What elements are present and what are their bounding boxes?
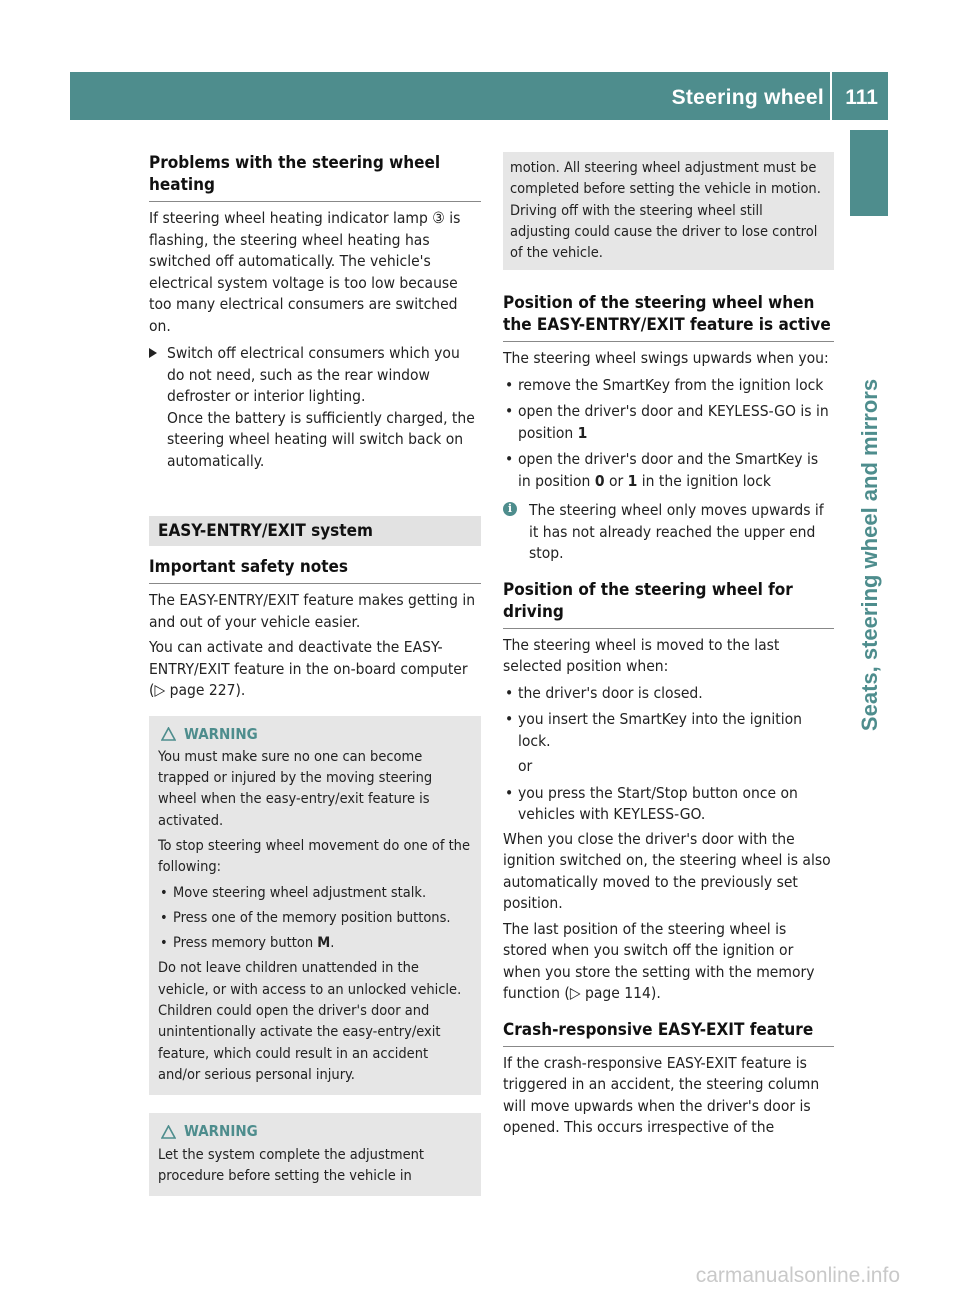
- heading-driving-position: Position of the steering wheel for driving: [503, 579, 834, 629]
- header-separator: [830, 72, 832, 120]
- list-item: • you insert the SmartKey into the ignition lock.: [505, 710, 802, 750]
- warning-box-continued: [503, 152, 834, 270]
- action-step: [149, 343, 481, 472]
- or-separator: or: [518, 757, 533, 776]
- warning-box-2: [149, 1113, 481, 1196]
- driving-position-paragraph-1: When you close the driver's door with the ignition switched on, the steering wheel is also automatically moved to the previously set position.: [503, 829, 831, 913]
- list-item: • Press one of the memory position buttons.: [160, 909, 451, 926]
- watermark: carmanualsonline.info: [695, 1264, 900, 1287]
- crash-responsive-paragraph: If the crash-responsive EASY-EXIT feature is triggered in an accident, the steering column will move upwards when the driver's door is opened. This occurs irrespective of the: [503, 1053, 820, 1137]
- warning-text: Do not leave children unattended in the vehicle, or with access to an unlocked vehicle. Children could open the driver's door and unintentionally activate the easy-entry/exit feature, which could result in an accident and/or serious personal injury.: [158, 960, 462, 1083]
- heading-easy-entry-position: Position of the steering wheel when the EASY-ENTRY/EXIT feature is active: [503, 292, 834, 342]
- warning-text: You must make sure no one can become trapped or injured by the moving steering wheel when the easy-entry/exit feature is activated.: [158, 748, 433, 829]
- warning-text: motion. All steering wheel adjustment must be completed before setting the vehicle in motion. Driving off with the steering wheel still adjusting could cause the driver to lose control of the vehicle.: [510, 160, 821, 262]
- heading-important-safety-notes: Important safety notes: [149, 556, 481, 584]
- section-bar-easy-entry: EASY-ENTRY/EXIT system: [149, 516, 481, 546]
- warning-triangle-icon: [161, 1125, 176, 1139]
- warning-triangle-icon: [161, 727, 176, 741]
- easy-entry-paragraph-1: The EASY-ENTRY/EXIT feature makes getting in and out of your vehicle easier.: [149, 591, 476, 631]
- list-item: • Move steering wheel adjustment stalk.: [160, 884, 427, 901]
- info-icon: i: [503, 502, 517, 516]
- action-step-text: Switch off electrical consumers which you do not need, such as the rear window defroster or interior lighting.: [167, 344, 460, 405]
- warning-header: [158, 724, 472, 745]
- action-step-result: Once the battery is sufficiently charged, the steering wheel heating will switch back on automatically.: [167, 408, 475, 470]
- heating-problem-paragraph: If steering wheel heating indicator lamp ③ is flashing, the steering wheel heating has switched off automatically. The vehicle's electrical system voltage is too low because too many electrical consumers are switched on.: [149, 209, 461, 335]
- header-title: Steering wheel: [671, 86, 824, 109]
- left-column: [149, 152, 481, 1196]
- page-reference-114[interactable]: ▷ page 114: [569, 984, 651, 1003]
- page-reference-227[interactable]: ▷ page 227: [154, 681, 236, 699]
- driving-position-paragraph-2: The last position of the steering wheel is stored when you switch off the ignition or when you store the setting with the memory function (▷ page 114).: [503, 919, 815, 1003]
- list-item: • Press memory button M.: [160, 935, 335, 952]
- page-header: [70, 72, 888, 120]
- warning-header: [158, 1121, 472, 1142]
- arrow-icon: [149, 348, 157, 358]
- list-item: • remove the SmartKey from the ignition lock: [505, 375, 824, 394]
- side-tab: [850, 130, 888, 216]
- info-note: [503, 500, 834, 565]
- warning-title: WARNING: [184, 1122, 258, 1141]
- side-chapter-label: [852, 360, 888, 750]
- warning-title: WARNING: [184, 724, 258, 743]
- easy-entry-paragraph-2: You can activate and deactivate the EASY-ENTRY/EXIT feature in the on-board computer (▷ page 227).: [149, 638, 468, 699]
- list-item: • the driver's door is closed.: [505, 683, 703, 702]
- heading-steering-heating-problems: Problems with the steering wheel heating: [149, 152, 481, 202]
- heading-crash-responsive-easy-exit: Crash-responsive EASY-EXIT feature: [503, 1019, 834, 1047]
- list-item: • open the driver's door and the SmartKey is in position 0 or 1 in the ignition lock: [505, 450, 819, 490]
- warning-box-1: [149, 716, 481, 1096]
- easy-entry-intro: The steering wheel swings upwards when you:: [503, 349, 829, 368]
- side-chapter-text: Seats, steering wheel and mirrors: [857, 378, 882, 732]
- right-column: [503, 152, 834, 1139]
- page-number: 111: [845, 86, 878, 109]
- list-item: • open the driver's door and KEYLESS-GO is in position 1: [505, 402, 829, 442]
- list-item: • you press the Start/Stop button once on vehicles with KEYLESS-GO.: [505, 783, 798, 824]
- warning-text: Let the system complete the adjustment procedure before setting the vehicle in: [158, 1146, 424, 1184]
- info-text: The steering wheel only moves upwards if it has not already reached the upper end stop.: [529, 501, 824, 563]
- driving-position-intro: The steering wheel is moved to the last selected position when:: [503, 635, 780, 676]
- warning-text: To stop steering wheel movement do one of the following:: [158, 837, 470, 876]
